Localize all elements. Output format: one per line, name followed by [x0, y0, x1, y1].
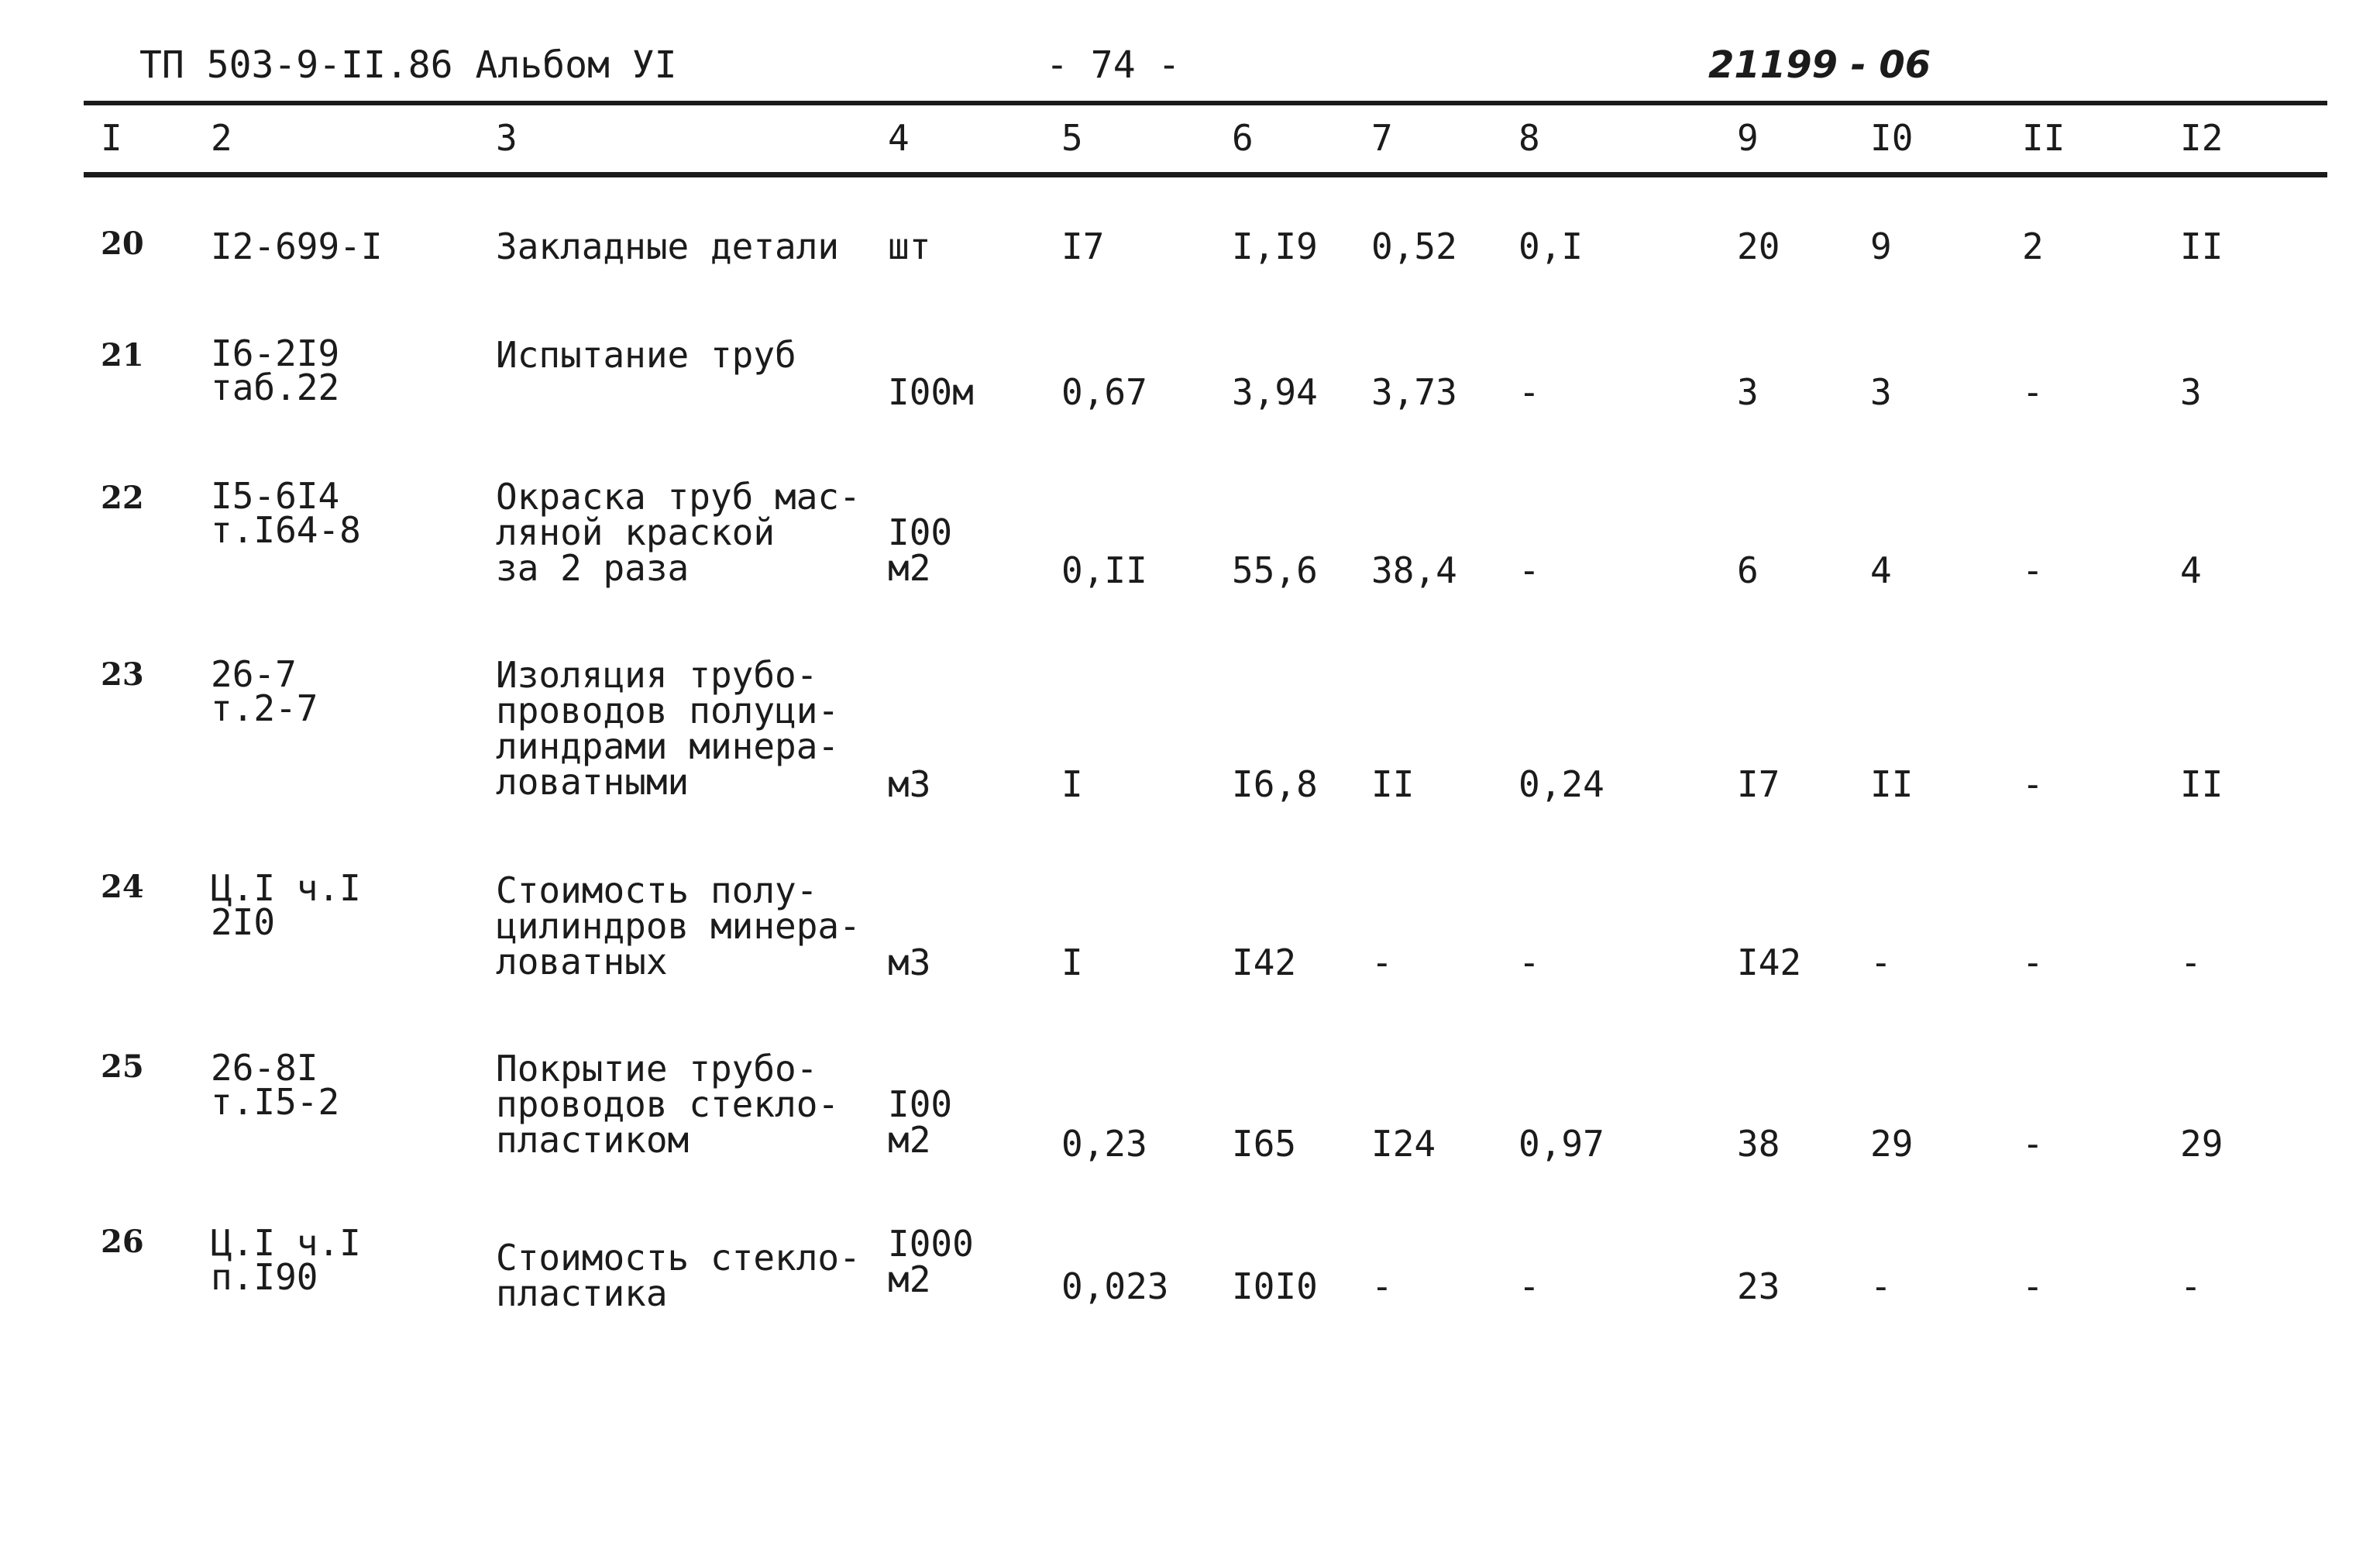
- work-name: Стоимость стекло- пластика: [496, 1237, 861, 1314]
- cell-col8: -: [1518, 1265, 1540, 1307]
- quantity: 0,67: [1061, 371, 1147, 413]
- unit: шт: [888, 225, 931, 267]
- cell-col11: -: [2022, 549, 2044, 591]
- column-header: 7: [1371, 117, 1393, 159]
- cell-col8: -: [1518, 549, 1540, 591]
- document-code: 21199 - 06: [1708, 43, 1931, 87]
- cell-col6: I65: [1232, 1123, 1297, 1165]
- work-name: Окраска труб мас- ляной краской за 2 раза: [496, 476, 861, 589]
- top-rule: [84, 101, 2327, 105]
- work-name: Стоимость полу- цилиндров минера- ловатных: [496, 869, 861, 983]
- cell-col9: 3: [1737, 371, 1759, 413]
- cell-col8: -: [1518, 371, 1540, 413]
- header-rule: [84, 172, 2327, 177]
- cell-col7: -: [1371, 942, 1393, 983]
- unit: I00 м2: [888, 1083, 953, 1161]
- cell-col9: I7: [1737, 763, 1780, 805]
- cell-col10: -: [1870, 1265, 1892, 1307]
- column-header: 6: [1232, 117, 1254, 159]
- quantity: I: [1061, 763, 1083, 805]
- cell-col11: -: [2022, 371, 2044, 413]
- page-number: - 74 -: [1046, 43, 1181, 87]
- work-name: Покрытие трубо- проводов стекло- пластиком: [496, 1048, 840, 1161]
- cell-col8: 0,I: [1518, 225, 1584, 267]
- norm-code: I6-2I9 таб.22: [211, 332, 340, 408]
- norm-code: Ц.I ч.I п.I90: [211, 1222, 361, 1298]
- unit: м3: [888, 942, 931, 983]
- row-number: 20: [101, 225, 144, 262]
- column-header: I0: [1870, 117, 1914, 159]
- norm-code: I5-6I4 т.I64-8: [211, 475, 361, 551]
- cell-col12: 3: [2180, 371, 2202, 413]
- cell-col6: I0I0: [1232, 1265, 1318, 1307]
- row-number: 24: [101, 869, 144, 905]
- cell-col9: 6: [1737, 549, 1759, 591]
- row-number: 26: [101, 1224, 144, 1260]
- cell-col8: 0,97: [1518, 1123, 1604, 1165]
- norm-code: 26-7 т.2-7: [211, 653, 318, 729]
- cell-col12: 4: [2180, 549, 2202, 591]
- cell-col10: 29: [1870, 1123, 1914, 1165]
- column-header: I: [101, 117, 122, 159]
- cell-col10: 9: [1870, 225, 1892, 267]
- cell-col11: -: [2022, 1123, 2044, 1165]
- quantity: 0,023: [1061, 1265, 1169, 1307]
- norm-code: Ц.I ч.I 2I0: [211, 867, 361, 943]
- cell-col9: 38: [1737, 1123, 1780, 1165]
- cell-col11: 2: [2022, 225, 2044, 267]
- cell-col6: I6,8: [1232, 763, 1318, 805]
- cell-col12: II: [2180, 763, 2224, 805]
- cell-col8: -: [1518, 942, 1540, 983]
- cell-col7: II: [1371, 763, 1415, 805]
- cell-col10: -: [1870, 942, 1892, 983]
- cell-col9: I42: [1737, 942, 1802, 983]
- column-header: 5: [1061, 117, 1083, 159]
- cell-col12: II: [2180, 225, 2224, 267]
- cell-col7: 0,52: [1371, 225, 1457, 267]
- unit: I00м: [888, 371, 974, 413]
- quantity: I: [1061, 942, 1083, 983]
- cell-col12: -: [2180, 942, 2202, 983]
- column-header: I2: [2180, 117, 2224, 159]
- norm-code: 26-8I т.I5-2: [211, 1047, 340, 1123]
- cell-col10: II: [1870, 763, 1914, 805]
- work-name: Изоляция трубо- проводов полуци- линдрами минера- ловатными: [496, 654, 840, 803]
- cell-col6: I42: [1232, 942, 1297, 983]
- cell-col11: -: [2022, 942, 2044, 983]
- document-title: ТП 503-9-II.86 Альбом УI: [139, 43, 677, 87]
- cell-col12: -: [2180, 1265, 2202, 1307]
- cell-col12: 29: [2180, 1123, 2224, 1165]
- column-header: II: [2022, 117, 2065, 159]
- cell-col10: 4: [1870, 549, 1892, 591]
- cell-col7: 3,73: [1371, 371, 1457, 413]
- row-number: 21: [101, 337, 144, 374]
- cell-col11: -: [2022, 1265, 2044, 1307]
- work-name: Испытание труб: [496, 334, 796, 376]
- column-header: 8: [1518, 117, 1540, 159]
- column-header: 4: [888, 117, 910, 159]
- cell-col9: 20: [1737, 225, 1780, 267]
- work-name: Закладные детали: [496, 225, 840, 267]
- quantity: 0,II: [1061, 549, 1147, 591]
- column-header: 3: [496, 117, 518, 159]
- unit: I00 м2: [888, 511, 953, 589]
- cell-col8: 0,24: [1518, 763, 1604, 805]
- cell-col11: -: [2022, 763, 2044, 805]
- cell-col7: I24: [1371, 1123, 1436, 1165]
- quantity: I7: [1061, 225, 1105, 267]
- column-header: 9: [1737, 117, 1759, 159]
- norm-code: I2-699-I: [211, 225, 383, 267]
- quantity: 0,23: [1061, 1123, 1147, 1165]
- column-header: 2: [211, 117, 232, 159]
- cell-col10: 3: [1870, 371, 1892, 413]
- unit: I000 м2: [888, 1223, 974, 1300]
- row-number: 23: [101, 656, 144, 693]
- cell-col6: I,I9: [1232, 225, 1318, 267]
- row-number: 25: [101, 1048, 144, 1085]
- unit: м3: [888, 763, 931, 805]
- row-number: 22: [101, 480, 144, 516]
- cell-col6: 55,6: [1232, 549, 1318, 591]
- cell-col6: 3,94: [1232, 371, 1318, 413]
- cell-col9: 23: [1737, 1265, 1780, 1307]
- cell-col7: -: [1371, 1265, 1393, 1307]
- cell-col7: 38,4: [1371, 549, 1457, 591]
